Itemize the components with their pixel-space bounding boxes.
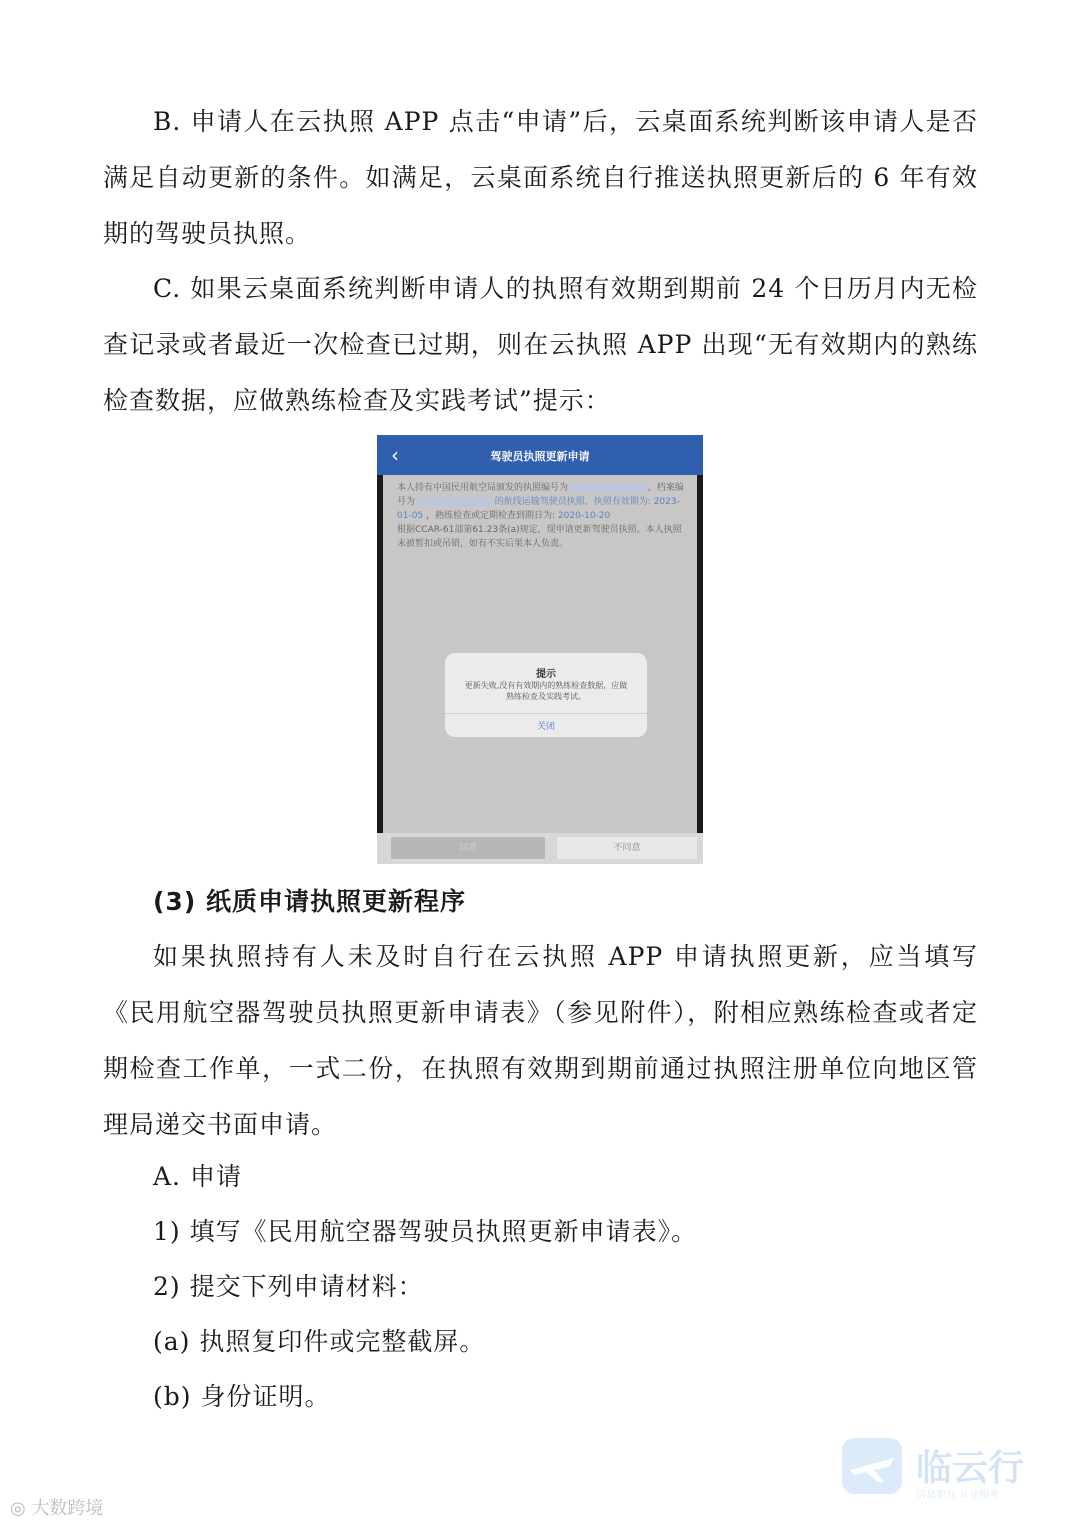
section-heading-3: (3) 纸质申请执照更新程序 xyxy=(153,887,466,916)
declaration-part-1: 本人持有中国民用航空局颁发的执照编号为 xyxy=(397,483,569,493)
app-header xyxy=(377,435,703,475)
list-item-a-sub: (a) 执照复印件或完整截屏。 xyxy=(153,1327,486,1356)
alert-dialog xyxy=(445,653,647,737)
declaration-part-2: ，档案编号为 xyxy=(397,483,684,507)
paragraph-c: C. 如果云桌面系统判断申请人的执照有效期到期前 24 个日历月内无检查记录或者最近一次检查已过期，则在云执照 APP 出现“无有效期内的熟练检查数据，应做熟练检查及实践考试”提示： xyxy=(103,274,978,415)
weibo-icon: ◎ xyxy=(10,1498,32,1519)
list-item-b-sub: (b) 身份证明。 xyxy=(153,1382,331,1411)
back-arrow-icon: ‹ xyxy=(391,443,399,467)
disagree-button[interactable]: 不同意 xyxy=(557,837,697,859)
redacted-license-number xyxy=(571,484,645,492)
paragraph-b: B. 申请人在云执照 APP 点击“申请”后，云桌面系统判断该申请人是否满足自动更新的条件。如满足，云桌面系统自行推送执照更新后的 6 年有效期的驾驶员执照。 xyxy=(103,107,978,248)
watermark-logo-subtext: 信息职业 从业服务 xyxy=(916,1490,1000,1501)
app-header-title: 驾驶员执照更新申请 xyxy=(490,450,590,463)
dialog-close-button[interactable]: 关闭 xyxy=(536,722,555,732)
validity-date: 2023-01-05 xyxy=(397,497,680,521)
airplane-icon xyxy=(840,1436,904,1496)
declaration-part-5: 根据CCAR-61部第61.23条(a)规定，现申请更新驾驶员执照。本人执照未被暂扣或吊销，如有不实后果本人负责。 xyxy=(397,525,682,549)
watermark-source xyxy=(10,1494,103,1520)
watermark-source-text: 大数跨境 xyxy=(31,1498,104,1519)
dialog-divider xyxy=(445,713,647,714)
list-item-1: 1) 填写《民用航空器驾驶员执照更新申请表》。 xyxy=(153,1217,698,1246)
paragraph-paper-intro: 如果执照持有人未及时自行在云执照 APP 申请执照更新，应当填写《民用航空器驾驶员执照更新申请表》（参见附件），附相应熟练检查或者定期检查工作单，一式二份，在执照有效期到期前通过执照注册单位向地区管理局递交书面申请。 xyxy=(103,942,978,1139)
list-item-a: A. 申请 xyxy=(153,1162,242,1191)
redacted-file-number xyxy=(418,498,492,506)
dialog-message: 更新失败,没有有效期内的熟练检查数据，应做熟练检查及实践考试。 xyxy=(464,681,628,701)
list-item-2: 2) 提交下列申请材料： xyxy=(153,1272,424,1301)
dialog-title: 提示 xyxy=(536,669,556,680)
declaration-part-4: ，熟练检查或定期检查到期日为: xyxy=(426,511,556,521)
agree-button[interactable]: 同意 xyxy=(391,837,545,859)
watermark-logo-text: 临云行 xyxy=(916,1448,1025,1489)
phone-screenshot xyxy=(377,435,703,864)
watermark-logo xyxy=(840,1436,1060,1506)
declaration-part-3: 的航线运输驾驶员执照，执照有效期为: xyxy=(494,497,651,507)
check-date: 2020-10-20 xyxy=(557,511,611,521)
action-bar xyxy=(377,833,703,864)
declaration-text xyxy=(397,481,687,551)
app-screen-body xyxy=(383,475,697,864)
